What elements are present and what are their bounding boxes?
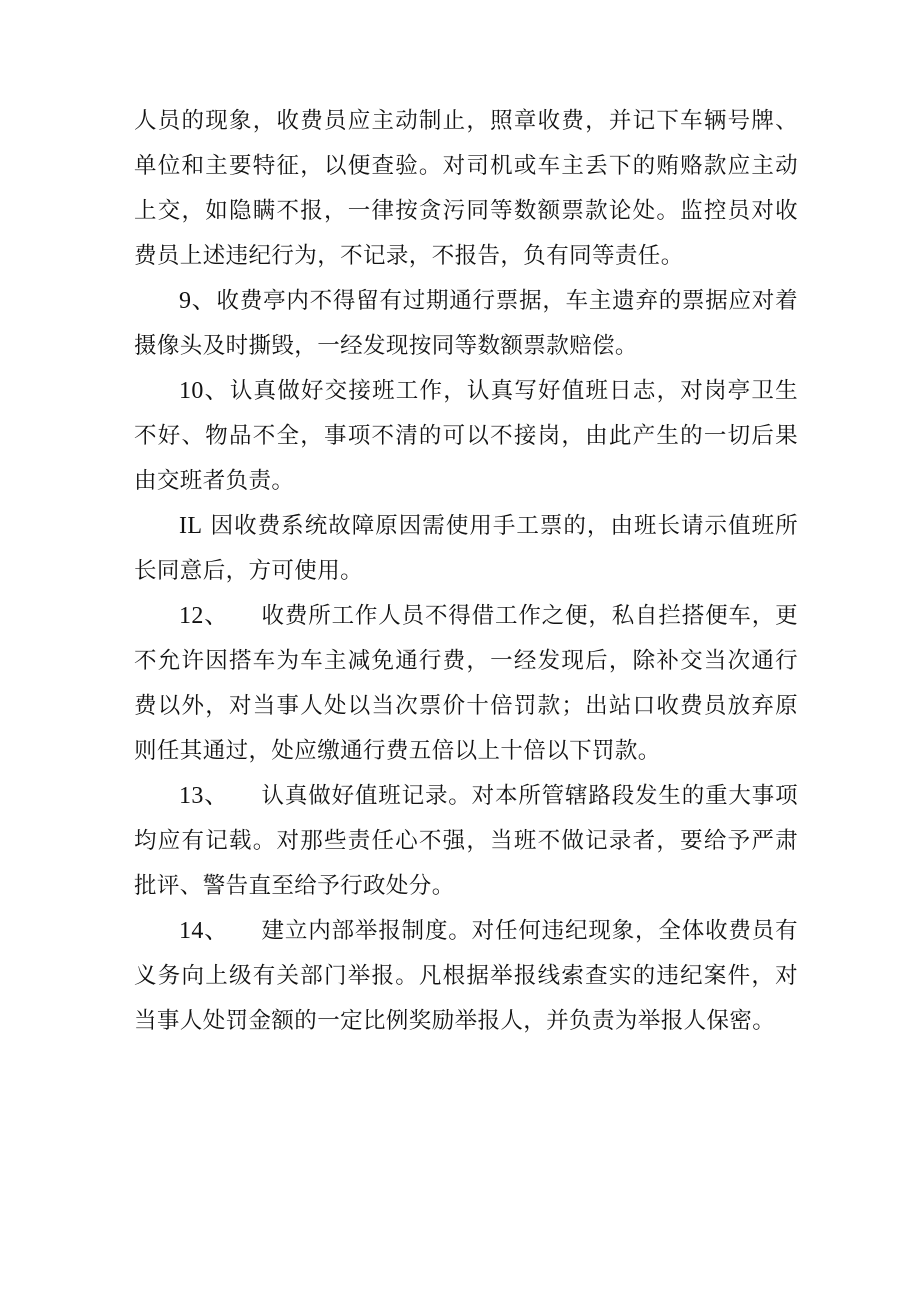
paragraph-item-12 [134, 594, 798, 774]
item-number: 9、 [179, 288, 217, 314]
paragraph-item-10 [134, 369, 798, 504]
item-number: 12、 [179, 603, 230, 629]
item-number: 10、 [179, 378, 230, 404]
paragraph-item-11 [134, 504, 798, 594]
paragraph-continuation [134, 99, 798, 279]
item-number: 13、 [179, 783, 230, 809]
paragraph-text: 认真做好交接班工作，认真写好值班日志，对岗亭卫生不好、物品不全，事项不清的可以不接岗，由此产生的一切后果由交班者负责。 [134, 378, 799, 494]
paragraph-text: 收费所工作人员不得借工作之便，私自拦搭便车，更不允许因搭车为车主减免通行费，一经发现后，除补交当次通行费以外，对当事人处以当次票价十倍罚款；出站口收费员放弃原则任其通过，处应缴通行费五倍以上十倍以下罚款。 [134, 603, 799, 764]
paragraph-item-13 [134, 774, 798, 909]
paragraph-text: 人员的现象，收费员应主动制止，照章收费，并记下车辆号牌、单位和主要特征，以便查验。对司机或车主丢下的贿赂款应主动上交，如隐瞒不报，一律按贪污同等数额票款论处。监控员对收费员上述违纪行为，不记录，不报告，负有同等责任。 [134, 108, 798, 269]
item-number: 14、 [179, 918, 230, 944]
paragraph-text: 收费亭内不得留有过期通行票据，车主遗弃的票据应对着摄像头及时撕毁，一经发现按同等数额票款赔偿。 [134, 288, 798, 359]
paragraph-text: 认真做好值班记录。对本所管辖路段发生的重大事项均应有记载。对那些责任心不强，当班不做记录者，要给予严肃批评、警告直至给予行政处分。 [134, 783, 799, 899]
paragraph-item-14 [134, 909, 798, 1044]
document-page [134, 99, 798, 1044]
paragraph-text: 因收费系统故障原因需使用手工票的，由班长请示值班所长同意后，方可使用。 [134, 513, 798, 584]
paragraph-item-9 [134, 279, 798, 369]
paragraph-text: 建立内部举报制度。对任何违纪现象，全体收费员有义务向上级有关部门举报。凡根据举报线索查实的违纪案件，对当事人处罚金额的一定比例奖励举报人，并负责为举报人保密。 [134, 918, 799, 1034]
item-number: IL [179, 513, 203, 539]
